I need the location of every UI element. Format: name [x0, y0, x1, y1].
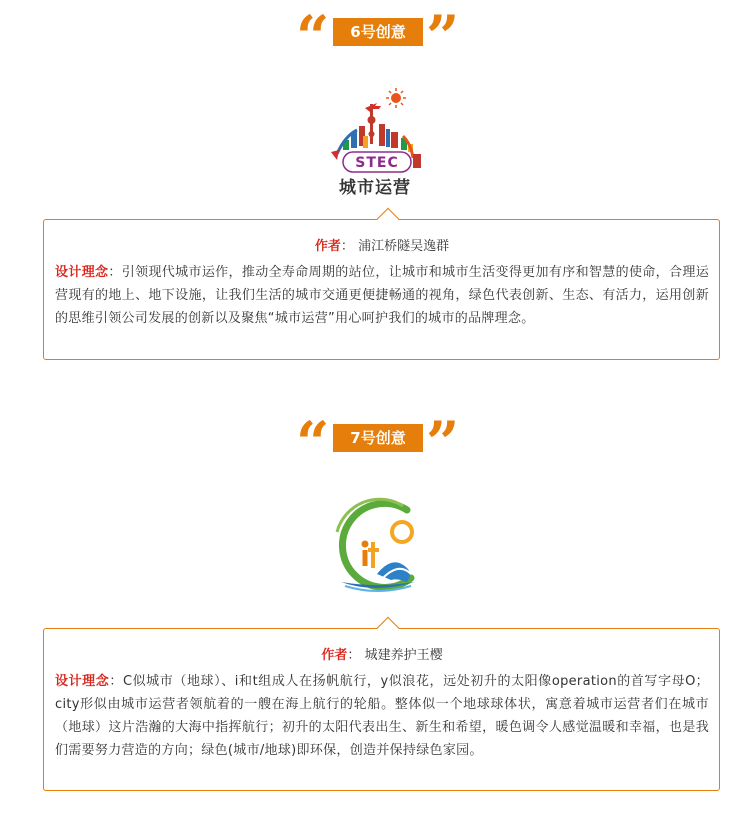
quote-close-icon: ”	[426, 3, 454, 71]
concept-paragraph: 设计理念：C似城市（地球）、i和t组成人在扬帆航行，y似浪花，远处初升的太阳像operation的首写字母O；city形似由城市运营者领航着的一艘在海上航行的轮船。整体似一个地球球体状，寓意着城市运营者们在城市（地球）这片浩瀚的大海中指挥航行；初升的太阳代表出生、新生和希望，暖色调令人感觉温暖和幸福，也是我们需要努力营造的方向；绿色(城市/地球)即环保，创造并保持绿色家园。	[55, 674, 709, 758]
author-name: 浦江桥隧吴逸群	[358, 239, 450, 254]
description-card	[43, 219, 720, 360]
concept-text: C似城市（地球）、i和t组成人在扬帆航行，y似浪花，远处初升的太阳像operation的首写字母O；city形似由城市运营者领航着的一艘在海上航行的轮船。整体似一个地球球体状，寓意着城市运营者们在城市（地球）这片浩瀚的大海中指挥航行；初升的太阳代表出生、新生和希望，暖色调令人感觉温暖和幸福，也是我们需要努力营造的方向；绿色(城市/地球)即环保，创造并保持绿色家园。	[55, 674, 709, 758]
quote-close-icon: ”	[426, 409, 454, 477]
author-name: 城建养护王樱	[364, 648, 443, 663]
logo-top-text: STEC	[355, 155, 399, 171]
card-notch	[377, 617, 400, 640]
quote-open-icon: “	[296, 3, 324, 71]
stec-city-operation-logo	[315, 74, 435, 204]
city-globe-logo	[315, 482, 435, 612]
entry-label: 6号创意	[333, 18, 423, 46]
logo-bottom-text: 城市运营	[339, 178, 411, 198]
entry-heading	[0, 409, 750, 477]
concept-text: 引领现代城市运作，推动全寿命周期的站位，让城市和城市生活变得更加有序和智慧的使命，合理运营现有的地上、地下设施，让我们生活的城市交通更便捷畅通的视角，绿色代表创新、生态、有活力，运用创新的思维引领公司发展的创新以及聚焦“城市运营”用心呵护我们的城市的品牌理念。	[55, 265, 709, 326]
entry-label: 7号创意	[333, 424, 423, 452]
description-card	[43, 628, 720, 791]
quote-open-icon: “	[296, 409, 324, 477]
author-key: 作者	[321, 648, 348, 663]
concept-paragraph: 设计理念：引领现代城市运作，推动全寿命周期的站位，让城市和城市生活变得更加有序和智慧的使命，合理运营现有的地上、地下设施，让我们生活的城市交通更便捷畅通的视角，绿色代表创新、生态、有活力，运用创新的思维引领公司发展的创新以及聚焦“城市运营”用心呵护我们的城市的品牌理念。	[55, 265, 709, 326]
author-key: 作者	[314, 239, 341, 254]
entry-heading	[0, 3, 750, 71]
concept-key: 设计理念	[55, 674, 110, 689]
concept-key: 设计理念	[55, 265, 109, 280]
card-notch	[377, 208, 400, 231]
author-line: 作者： 城建养护王樱	[321, 648, 443, 663]
author-line: 作者： 浦江桥隧吴逸群	[314, 239, 450, 254]
